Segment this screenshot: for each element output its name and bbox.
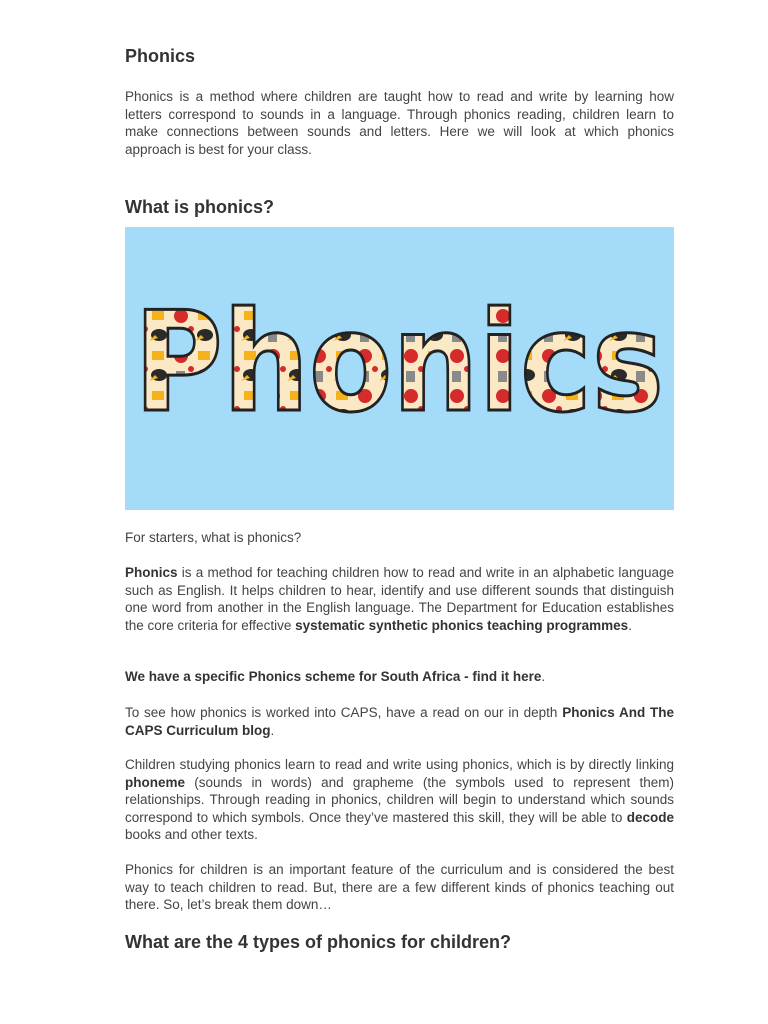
phonics-term: Phonics [125,565,178,580]
sssp-link[interactable]: systematic synthetic phonics teaching programmes [295,617,629,633]
phoneme-term: phoneme [125,774,186,790]
linking-paragraph: Children studying phonics learn to read and write using phonics, which is by directly linking phoneme (sounds in words) and grapheme (the symbols used to represent them) relationships. Through reading in phonics, children will begin to understand which sounds correspond to which symbols. Once they’ve mastered this skill, they will be able to decode books and other texts. [125,757,674,842]
caps-paragraph: To see how phonics is worked into CAPS, have a read on our in depth Phonics And The CAPS Curriculum blog. [125,705,674,738]
south-africa-scheme-link[interactable]: We have a specific Phonics scheme for South Africa - find it here [125,669,542,684]
decode-term: decode [626,809,674,825]
phonics-banner-image [125,227,674,510]
caps-blog-link[interactable]: Phonics And The CAPS Curriculum blog [125,705,674,738]
feature-paragraph: Phonics for children is an important feature of the curriculum and is considered the best way to teach children to read. But, there are a few different kinds of phonics teaching out there. So, let’s break them down… [125,862,674,912]
definition-text: is a method for teaching children how to read and write in an alphabetic language such as English. It helps children to hear, identify and use different sounds that distinguish one word from another in the English language. The Department for Education establishes the core criteria for effective [125,565,674,633]
starters-paragraph: For starters, what is phonics? [125,530,302,545]
page-title: Phonics [125,46,196,66]
section-heading-what-is-phonics: What is phonics? [125,197,275,217]
intro-paragraph: Phonics is a method where children are taught how to read and write by learning how letters correspond to sounds in a language. Through phonics reading, children learn to make connections between sounds and letters. Here we will look at which phonics approach is best for your class. [125,89,674,157]
section-heading-four-types: What are the 4 types of phonics for children? [125,932,512,952]
scheme-paragraph: We have a specific Phonics scheme for South Africa - find it here. [125,669,546,684]
banner-word: Phonics [134,282,664,443]
definition-paragraph: Phonics is a method for teaching children how to read and write in an alphabetic language such as English. It helps children to hear, identify and use different sounds that distinguish one word from another in the English language. The Department for Education establishes the core criteria for effective systematic synthetic phonics teaching programmes. [125,565,674,633]
